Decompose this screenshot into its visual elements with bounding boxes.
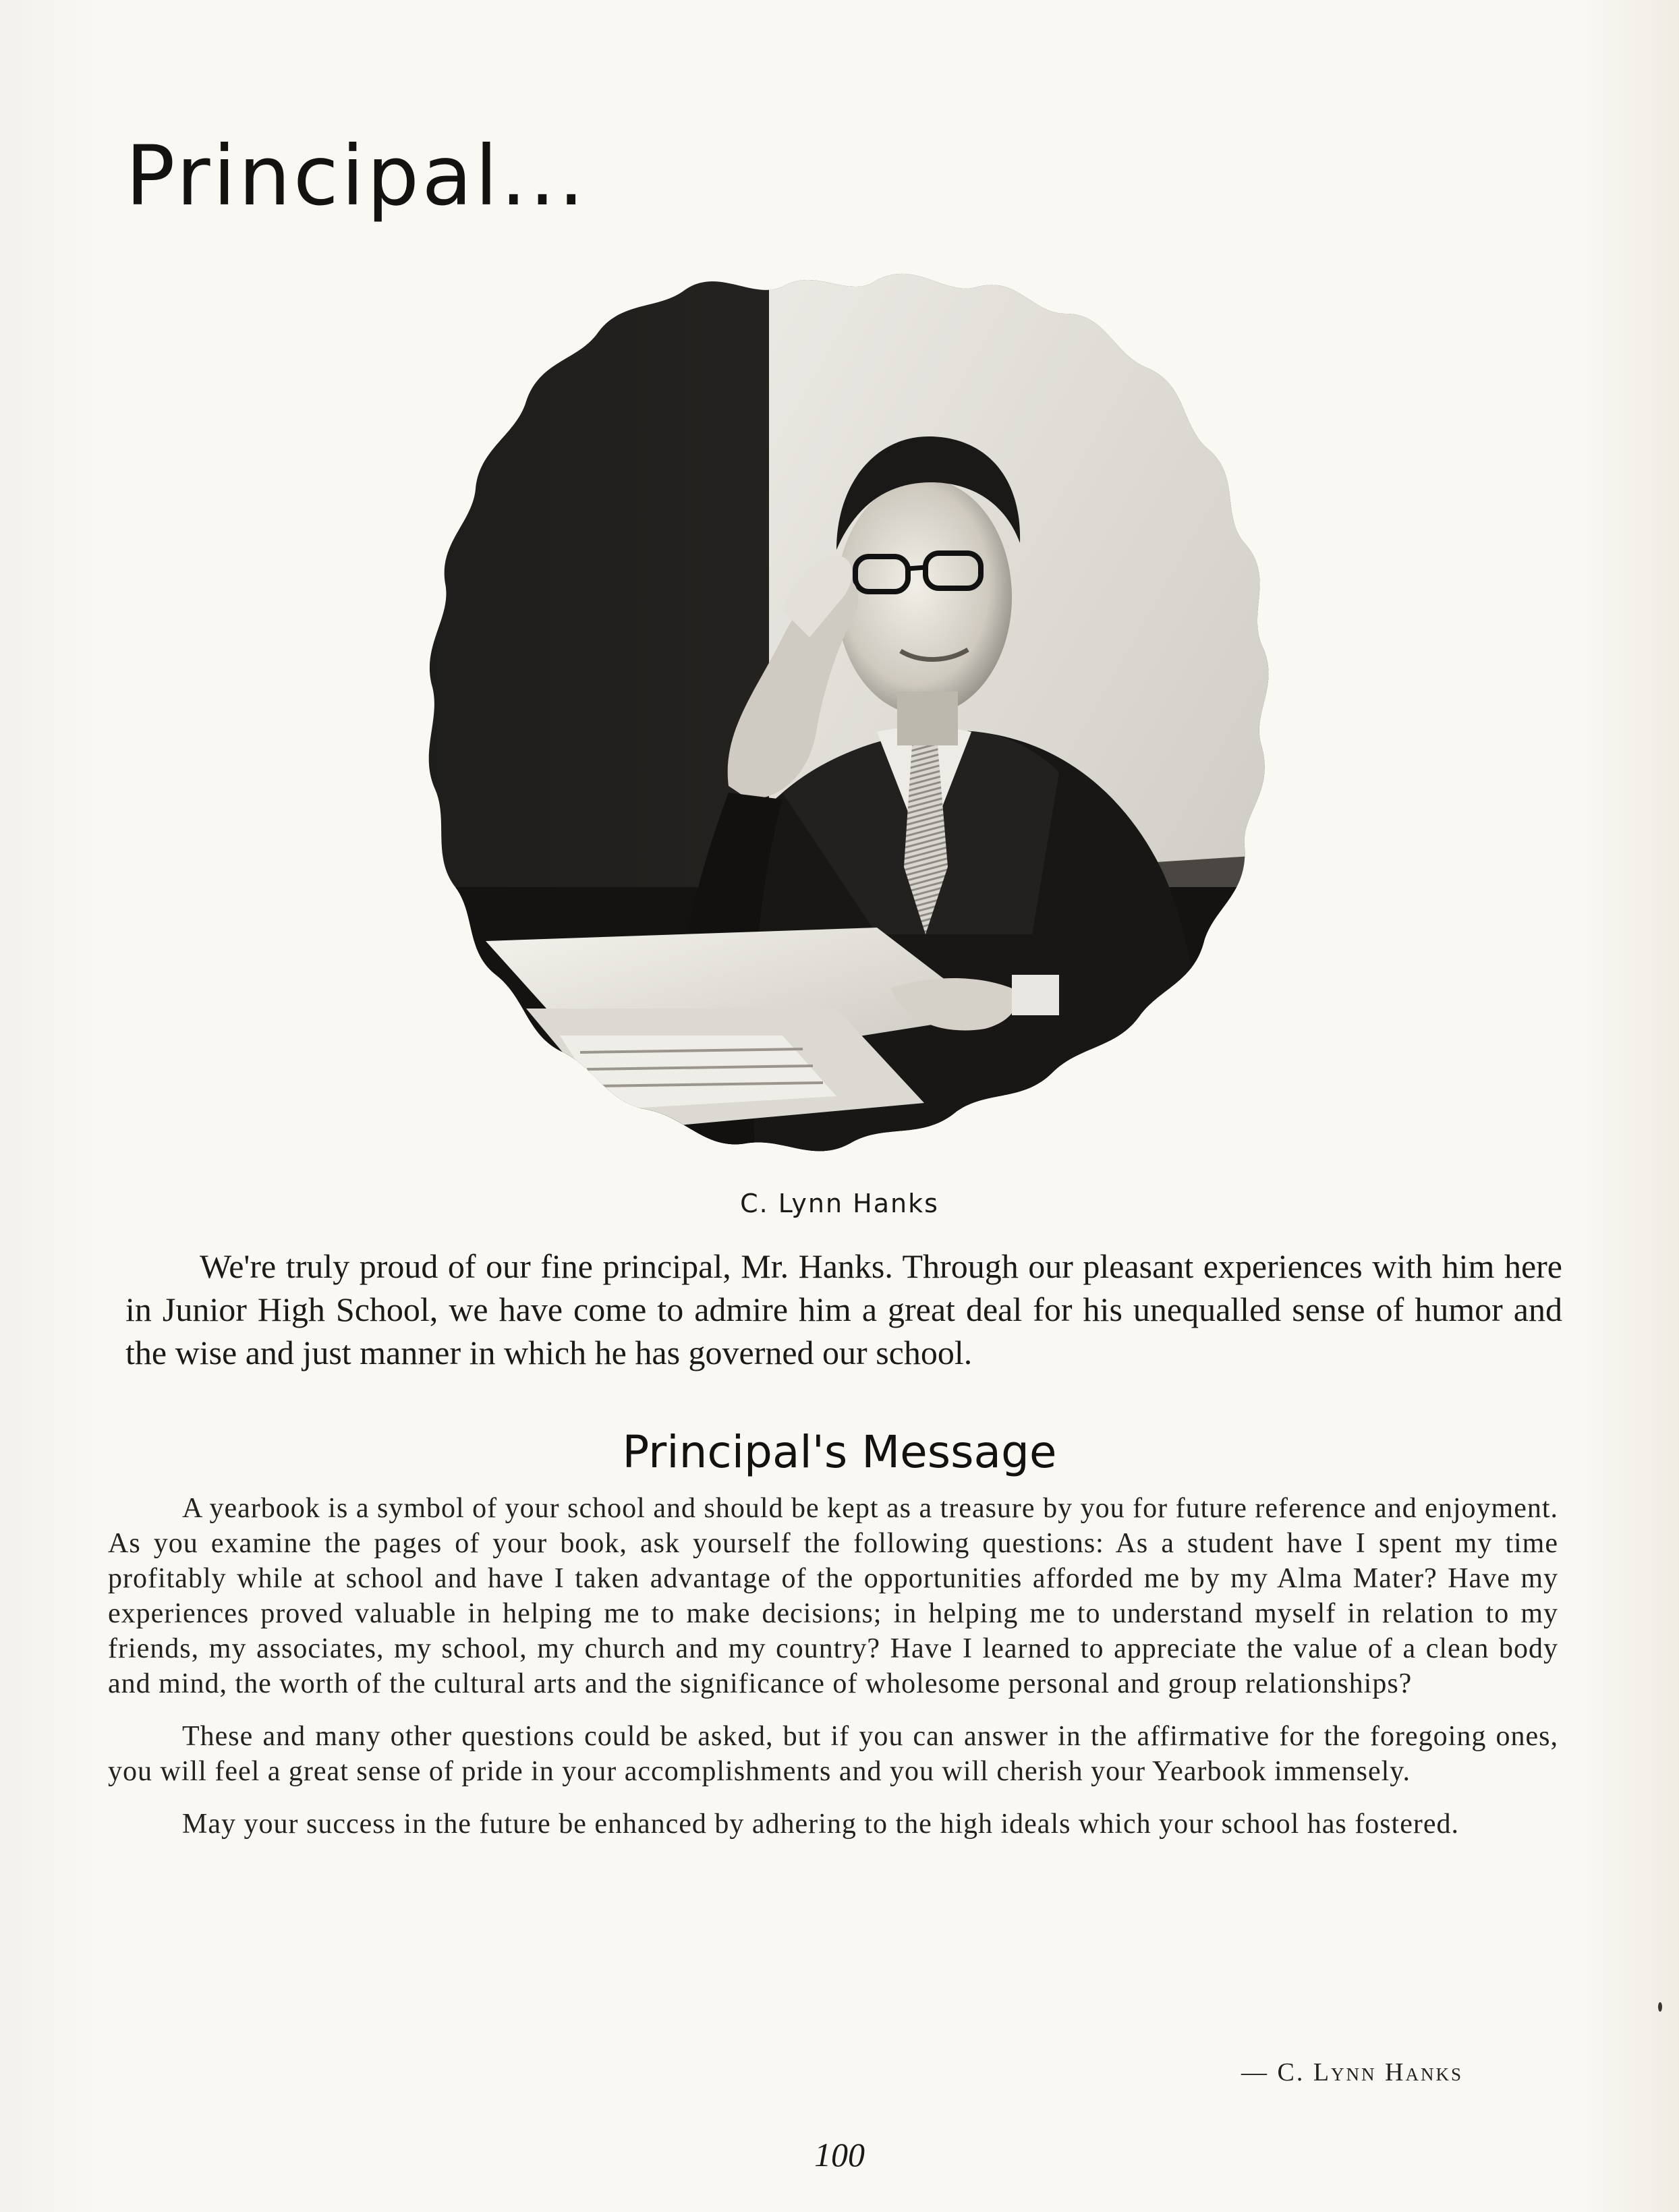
message-heading: Principal's Message xyxy=(622,1426,1057,1478)
signature: — C. Lynn Hanks xyxy=(1241,2058,1463,2087)
page-title: Principal... xyxy=(125,128,588,224)
message-paragraph: May your success in the future be enhanced by adhering to the high ideals which your school has fostered. xyxy=(182,1809,1459,1840)
principal-portrait-image xyxy=(405,260,1295,1177)
photo-caption: C. Lynn Hanks xyxy=(740,1189,939,1218)
principal-photo xyxy=(405,260,1295,1177)
page-number: 100 xyxy=(814,2136,865,2174)
print-speck xyxy=(1658,2002,1662,2012)
message-paragraph: A yearbook is a symbol of your school and should be kept as a treasure by you for future reference and enjoyment. As you examine the pages of your book, ask yourself the following questions: As a student have I spent my time profitably while at school and have I taken advantage of the opportunities afforded me by my Alma Mater? Have my experiences proved valuable in helping me to make decisions; in helping me to understand myself in relation to my friends, my associates, my school, my church and my country? Have I learned to appreciate the value of a clean body and mind, the worth of the cultural arts and the significance of wholesome personal and group relationships? xyxy=(108,1493,1558,1699)
intro-paragraph: We're truly proud of our fine principal, Mr. Hanks. Through our pleasant experiences with him here in Junior High School, we have come to admire him a great deal for his unequalled sense of humor and the wise and just manner in which he has governed our school. xyxy=(125,1247,1562,1371)
message-paragraph: These and many other questions could be asked, but if you can answer in the affirmative for the foregoing ones, you will feel a great sense of pride in your accomplishments and you will cherish your Yearbook immensely. xyxy=(108,1721,1558,1787)
message-body xyxy=(108,1491,1558,1859)
